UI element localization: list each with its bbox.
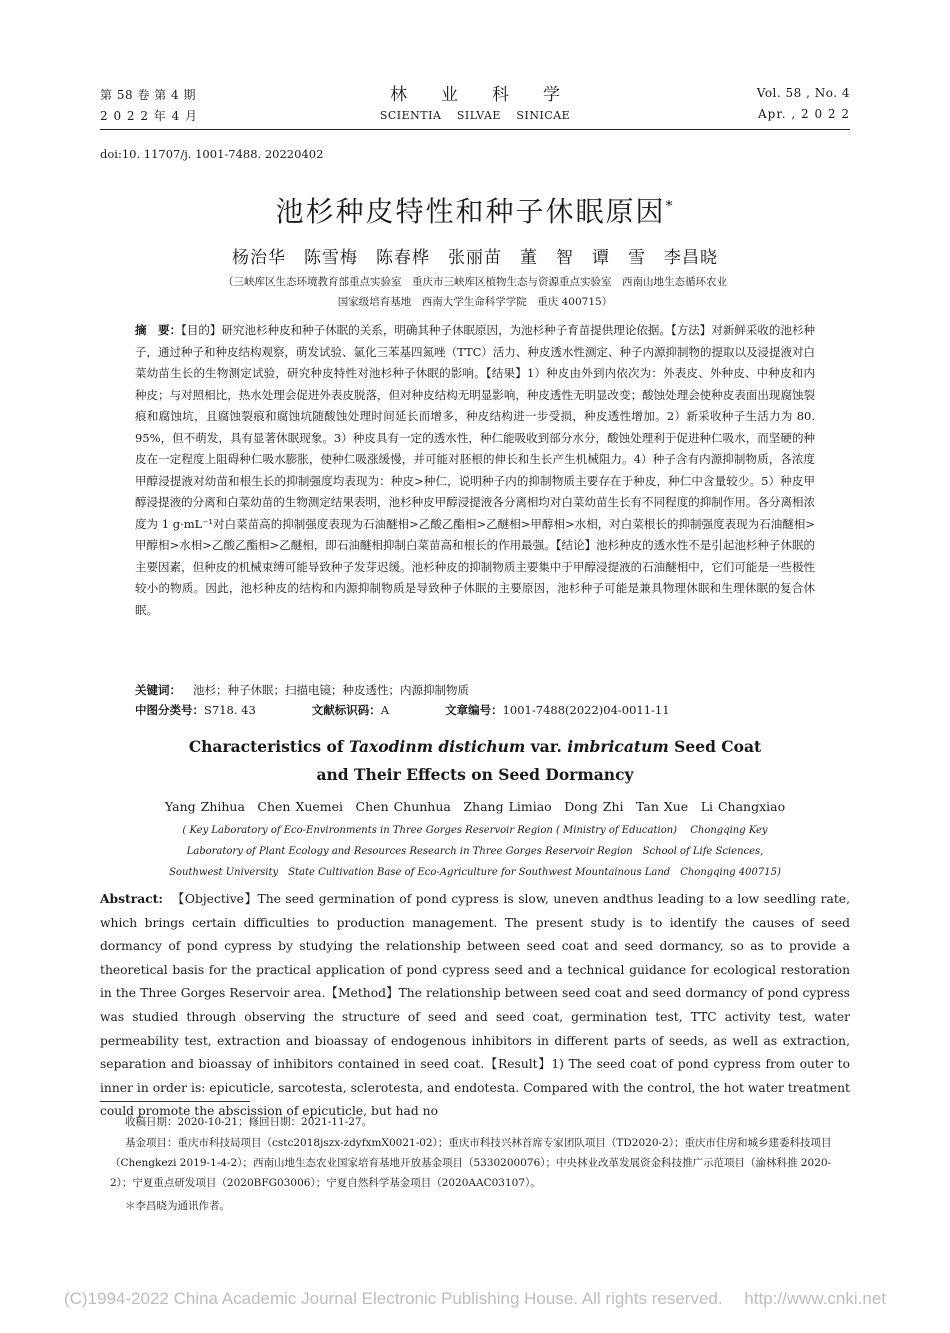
clc-number: 中图分类号：S718. 43 xyxy=(135,703,256,717)
abstract-cn-label: 摘 要： xyxy=(135,323,182,337)
article-title-cn xyxy=(0,190,950,230)
keywords-cn-label: 关键词： xyxy=(135,683,181,697)
article-title-en-line1: Characteristics of Taxodinm distichum var. imbricatum Seed Coat xyxy=(188,737,762,756)
article-title-en xyxy=(0,733,950,789)
volume-issue-en: Vol. 58 , No. 4 xyxy=(756,86,850,100)
journal-title-cn: 林 业 科 学 xyxy=(390,85,560,105)
affiliation-en-line1: ( Key Laboratory of Eco-Environments in Three Gorges Reservoir Region ( Ministry of Education) Chongqing Key xyxy=(182,825,768,836)
journal-title-en: SCIENTIA SILVAE SINICAE xyxy=(379,109,571,122)
article-title-en-line2: and Their Effects on Seed Dormancy xyxy=(316,765,634,784)
abstract-en-label: Abstract: xyxy=(100,891,163,906)
authors-cn: 杨治华 陈雪梅 陈春桦 张丽苗 董 智 谭 雪 李昌晓 xyxy=(232,248,718,268)
abstract-en-text: 【Objective】The seed germination of pond cypress is slow, uneven andthus leading to a low seedling rate, which brings certain difficulties to production management. The present study is to identify the causes of seed dormancy of pond cypress by studying the relationship between seed coat and seed dormancy, so as to provide a theoretical basis for the practical application of pond cypress seed and a technical guidance for ecological restoration in the Three Gorges Reservoir area.【Method】The relationship between seed coat and seed dormancy of pond cypress was studied through observing the structure of seed and seed coat, germination test, TTC activity test, water permeability test, extraction and bioassay of endogenous inhibitors in different parts of seeds, as well as extraction, separation and bioassay of inhibitors contained in seed coat.【Result】1) The seed coat of pond cypress from outer to inner in order is: epicuticle, sarcotesta, sclerotesta, and endotesta. Compared with the control, the hot water treatment could promote the abscission of epicuticle, but had no xyxy=(100,892,850,1119)
keywords-cn xyxy=(135,682,815,698)
abstract-cn-text: 【目的】研究池杉种皮和种子休眠的关系，明确其种子休眠原因，为池杉种子育苗提供理论依据。【方法】对新鲜采收的池杉种子，通过种子和种皮结构观察，萌发试验、氯化三苯基四氮唑（TTC）活力、种皮透水性测定、种子内源抑制物的提取以及浸提液对白菜幼苗生长的生物测定试验，研究种皮特性对池杉种子休眠的影响。【结果】1）种皮由外到内依次为：外表皮、外种皮、中种皮和内种皮；与对照相比，热水处理会促进外表皮脱落，但对种皮结构无明显影响，种皮透性无明显改变；酸蚀处理会使种皮表面出现腐蚀裂痕和腐蚀坑，且腐蚀裂痕和腐蚀坑随酸蚀处理时间延长而增多，种皮结构进一步受损，种皮透性增加。2）新采收种子生活力为 80. 95%，但不萌发，具有显著休眠现象。3）种皮具有一定的透水性，种仁能吸收到部分水分，酸蚀处理利于促进种仁吸水，而坚硬的种皮在一定程度上阻碍种仁吸水膨胀，使种仁吸涨缓慢，并可能对胚根的伸长和生长产生机械阻力。4）种子含有内源抑制物质，各浓度甲醇浸提液对幼苗和根生长的抑制强度均表现为：种皮>种仁，说明种子内的抑制物质主要存在于种皮，种仁中含量较少。5）种皮甲醇浸提液的分离和白菜幼苗的生物测定结果表明，池杉种皮甲醇浸提液各分离相均对白菜幼苗生长有不同程度的抑制作用。各分离相浓度为 1 g·mL⁻¹对白菜苗高的抑制强度表现为石油醚相>乙酸乙酯相>乙醚相>甲醇相>水相，对白菜根长的抑制强度表现为石油醚相>甲醇相>水相>乙酸乙酯相>乙醚相，即石油醚相抑制白菜苗高和根长的作用最强。【结论】池杉种皮的透水性不是引起池杉种子休眠的主要因素，但种皮的机械束缚可能导致种子发芽迟缓。池杉种皮的抑制物质主要集中于甲醇浸提液的石油醚相中，它们可能是一些极性较小的物质。因此，池杉种皮的结构和内源抑制物质是导致种子休眠的主要原因，池杉种子可能是兼具物理休眠和生理休眠的复合休眠。 xyxy=(135,323,816,617)
date-cn: 2 0 2 2 年 4 月 xyxy=(100,109,199,123)
footnote-rule xyxy=(100,1101,250,1102)
article-number: 文章编号：1001-7488(2022)04-0011-11 xyxy=(445,703,670,717)
footnote-mark: * xyxy=(665,198,675,215)
date-en: Apr. , 2 0 2 2 xyxy=(757,107,850,121)
species-name: Taxodinm distichum xyxy=(348,737,526,756)
doi[interactable]: doi:10. 11707/j. 1001-7488. 20220402 xyxy=(100,147,324,161)
affiliation-cn-line2: 国家级培育基地 西南大学生命科学学院 重庆 400715） xyxy=(337,296,613,308)
keywords-cn-text: 池杉；种子休眠；扫描电镜；种皮透性；内源抑制物质 xyxy=(193,683,469,697)
document-code: 文献标识码：A xyxy=(311,703,390,717)
footnote-received: 收稿日期：2020-10-21；修回日期：2021-11-27。 xyxy=(125,1116,373,1128)
article-title-cn-text: 池杉种皮特性和种子休眠原因 xyxy=(275,195,666,228)
variety-name: imbricatum xyxy=(567,737,669,756)
volume-issue-cn: 第 58 卷 第 4 期 xyxy=(100,88,196,102)
authors-en: Yang Zhihua Chen Xuemei Chen Chunhua Zhang Limiao Dong Zhi Tan Xue Li Changxiao xyxy=(164,799,786,814)
header-rule xyxy=(100,129,850,130)
abstract-en xyxy=(100,887,850,1124)
abstract-cn xyxy=(135,320,815,621)
footnote-funding: 基金项目：重庆市科技局项目（cstc2018jszx-zdyfxmX0021-02）；重庆市科技兴林首席专家团队项目（TD2020-2）；重庆市住房和城乡建委科技项目（Chengkezi 2019-1-4-2）；西南山地生态农业国家培育基地开放基金项目（5330200076）；中央林业改革发展资金科技推广示范项目（渝林科推 2020-2）；宁夏重点研发项目（2020BFG03006）；宁夏自然科学基金项目（2020AAC03107）。 xyxy=(110,1137,832,1189)
article-meta xyxy=(135,702,815,718)
footnote-corresponding: ＊李昌晓为通讯作者。 xyxy=(125,1200,230,1212)
affiliation-en-line3: Southwest University State Cultivation Base of Eco-Agriculture for Southwest Mountainous Land Chongqing 400715) xyxy=(169,867,781,878)
affiliation-en-line2: Laboratory of Plant Ecology and Resources Research in Three Gorges Reservoir Region School of Life Sciences, xyxy=(186,846,764,857)
affiliation-cn-line1: （三峡库区生态环境教育部重点实验室 重庆市三峡库区植物生态与资源重点实验室 西南山地生态循环农业 xyxy=(223,276,727,288)
cnki-watermark: (C)1994-2022 China Academic Journal Electronic Publishing House. All rights reserved. http://www.cnki.net xyxy=(63,1289,887,1308)
